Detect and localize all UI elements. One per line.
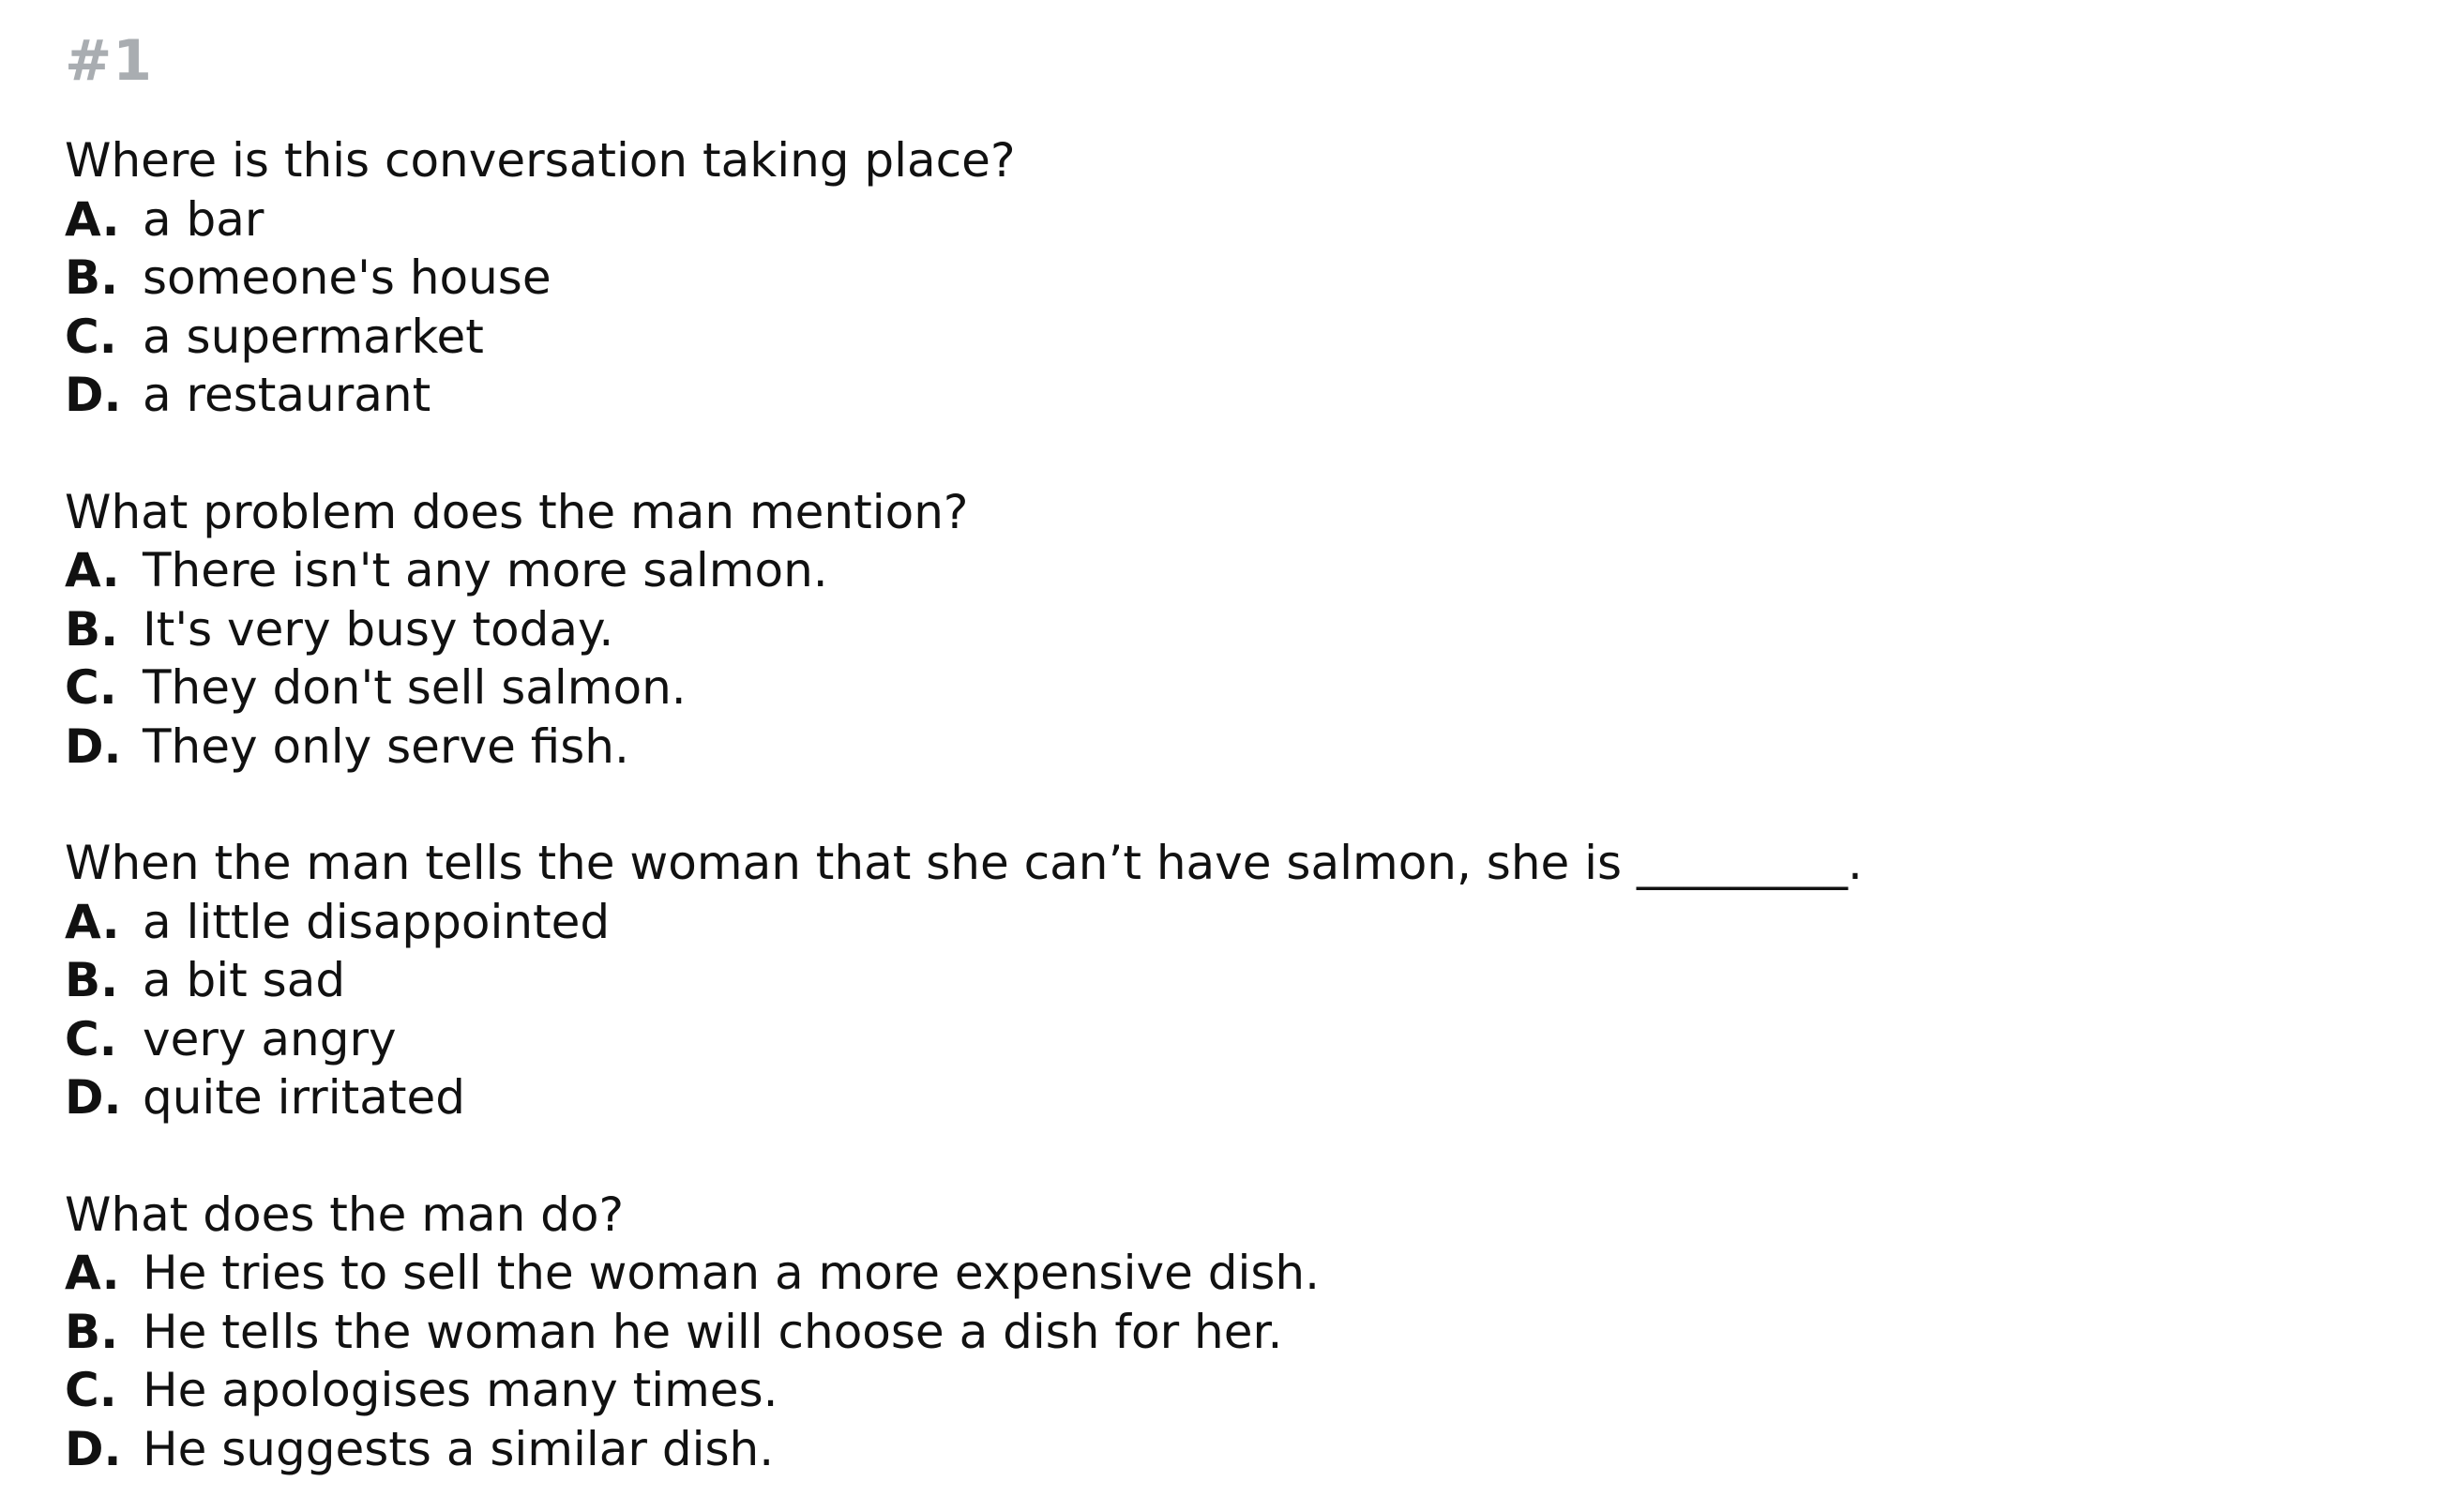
option-b[interactable] (65, 249, 2410, 308)
question-text: What problem does the man mention? (65, 484, 969, 539)
option-text: There isn't any more salmon. (143, 543, 828, 597)
question-1 (65, 131, 2410, 425)
option-a[interactable] (65, 541, 2410, 600)
option-letter: C. (65, 1011, 117, 1066)
exercise-number: #1 (65, 28, 154, 94)
option-b[interactable] (65, 951, 2410, 1010)
option-letter: B. (65, 953, 119, 1007)
option-text: He apologises many times. (143, 1363, 778, 1417)
option-letter: A. (65, 543, 120, 597)
option-text: very angry (143, 1011, 397, 1066)
option-d[interactable] (65, 366, 2410, 425)
question-text: When the man tells the woman that she can’t have salmon, she is _________. (65, 836, 1863, 890)
option-letter: B. (65, 601, 119, 657)
option-c[interactable] (65, 1361, 2410, 1420)
option-letter: D. (65, 368, 122, 422)
option-letter: C. (65, 660, 117, 715)
option-letter: D. (65, 1070, 122, 1125)
question-4 (65, 1186, 2410, 1479)
option-d[interactable] (65, 1420, 2410, 1479)
option-letter: A. (65, 1246, 120, 1300)
option-letter: D. (65, 718, 122, 774)
option-text: quite irritated (143, 1070, 465, 1125)
option-letter: C. (65, 309, 117, 364)
option-list (65, 893, 2410, 1127)
option-a[interactable] (65, 190, 2410, 249)
option-letter: B. (65, 250, 119, 305)
option-list (65, 541, 2410, 776)
option-list (65, 1244, 2410, 1478)
option-text: a supermarket (143, 309, 484, 364)
option-a[interactable] (65, 1244, 2410, 1303)
option-text: He tells the woman he will choose a dish for her. (143, 1304, 1283, 1359)
question-text: Where is this conversation taking place? (65, 133, 1016, 188)
option-c[interactable] (65, 658, 2410, 718)
quiz-page (65, 28, 2410, 1478)
option-text: a restaurant (143, 368, 431, 422)
option-list (65, 190, 2410, 425)
option-a[interactable] (65, 893, 2410, 952)
option-text: a bit sad (143, 953, 346, 1007)
option-d[interactable] (65, 718, 2410, 777)
option-b[interactable] (65, 1303, 2410, 1362)
option-letter: A. (65, 191, 120, 247)
option-text: They don't sell salmon. (143, 660, 687, 715)
option-d[interactable] (65, 1068, 2410, 1127)
question-2 (65, 483, 2410, 777)
option-c[interactable] (65, 308, 2410, 367)
question-3 (65, 834, 2410, 1127)
option-text: They only serve fish. (143, 718, 629, 774)
option-letter: B. (65, 1304, 119, 1359)
option-letter: A. (65, 894, 120, 949)
option-text: He tries to sell the woman a more expensive dish. (143, 1246, 1321, 1300)
option-text: He suggests a similar dish. (143, 1421, 775, 1476)
option-b[interactable] (65, 600, 2410, 659)
option-text: someone's house (143, 250, 552, 305)
option-letter: C. (65, 1363, 117, 1417)
option-letter: D. (65, 1421, 122, 1476)
option-text: a bar (143, 191, 264, 247)
question-text: What does the man do? (65, 1187, 625, 1242)
option-text: It's very busy today. (143, 601, 614, 657)
option-text: a little disappointed (143, 894, 611, 949)
option-c[interactable] (65, 1010, 2410, 1069)
